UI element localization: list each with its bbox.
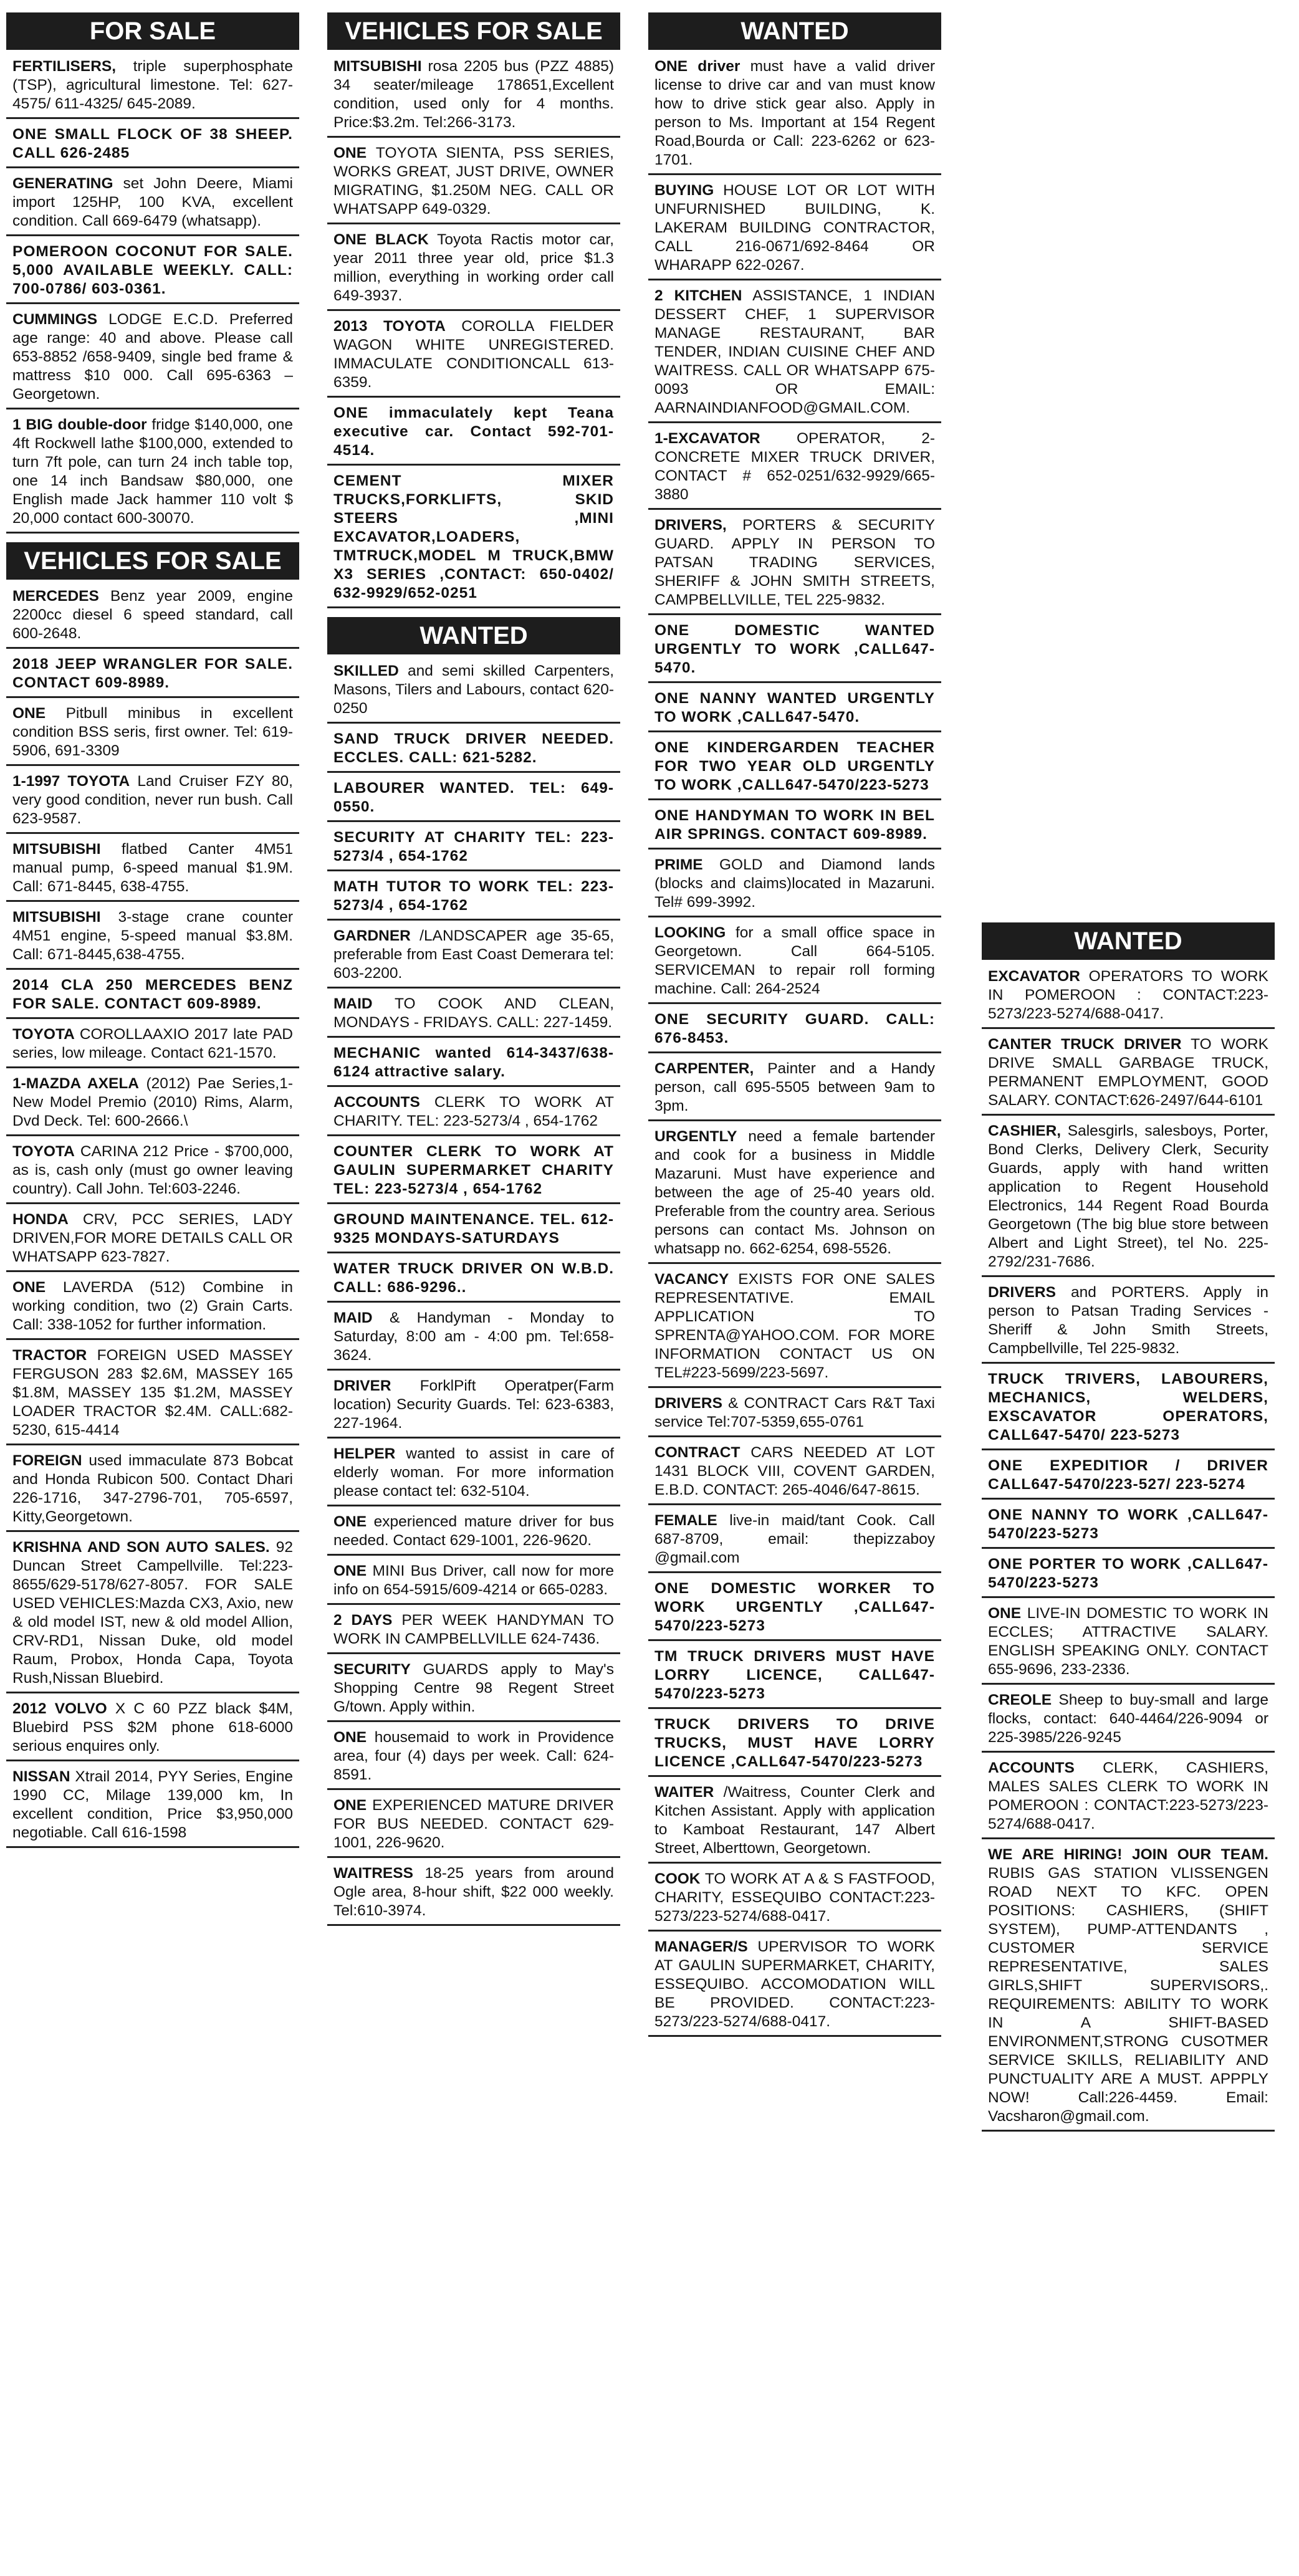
ad-text: /Waitress, Counter Clerk and Kitchen Assistant. Apply with application to Kamboat Restaurant, 147 Albert Street, Alberttown, Georgetown.	[654, 1784, 936, 1857]
classified-ad	[327, 1141, 620, 1204]
ad-text: fridge $140,000, one 4ft Rockwell lathe $100,000, extended to turn 7ft pole, can turn 24 inch table top, one 14 inch Bandsaw $80,000, one English made Jack hammer 110 volt $ 20,000 contact 600-30070.	[12, 416, 294, 527]
ad-text: 18-25 years from around Ogle area, 8-hour shift, $22 000 weekly. Tel:610-3974.	[333, 1865, 614, 1919]
classified-ad	[982, 1505, 1275, 1549]
ad-text: & CONTRACT Cars R&T Taxi service Tel:707-5359,655-0761	[654, 1395, 936, 1430]
classified-ad	[982, 1554, 1275, 1598]
vehicles-list-2	[327, 56, 620, 608]
classified-ad	[982, 1455, 1275, 1500]
ad-lead: DRIVERS,	[654, 517, 727, 534]
ad-text: CLERK, CASHIERS, MALES SALES CLERK TO WORK IN POMEROON : CONTACT:223-5273/223-5274/688-0417.	[988, 1760, 1268, 1832]
ad-lead: LABOURER WANTED. TEL: 649-0550.	[333, 780, 614, 815]
ad-text: GOLD and Diamond lands (blocks and claims)located in Mazaruni. Tel# 699-3992.	[654, 856, 935, 911]
ad-text: used immaculate 873 Bobcat and Honda Rubicon 500. Contact Dhari 226-1716, 347-2796-701, 705-6597, Kitty,Georgetown.	[12, 1452, 294, 1525]
ad-lead: ONE	[12, 705, 46, 722]
ad-lead: CONTRACT	[654, 1444, 741, 1461]
section-header-vehicles-for-sale: VEHICLES FOR SALE	[6, 542, 299, 580]
ad-lead: MECHANIC wanted 614-3437/638-6124 attractive salary.	[333, 1045, 614, 1080]
classified-ad	[327, 876, 620, 921]
ad-text: must have a valid driver license to drive car and van must know how to drive stick gear also. Apply in person to Ms. Important at 154 Regent Road,Bourda or Call: 223-6262 or 623-1701.	[654, 58, 935, 168]
column-1	[6, 12, 299, 1853]
column-3	[648, 12, 941, 2042]
classified-ad	[327, 729, 620, 773]
ad-lead: ONE immaculately kept Teana executive car. Contact 592-701-4514.	[333, 405, 614, 459]
classified-ad	[982, 1844, 1275, 2132]
ad-lead: MITSUBISHI	[12, 909, 101, 926]
ad-lead: DRIVERS	[988, 1284, 1056, 1301]
ad-text: PORTERS & SECURITY GUARD. APPLY IN PERSON TO PATSAN TRADING SERVICES, SHERIFF & JOHN SMITH STREETS, CAMPBELLVILLE, TEL 225-9832.	[654, 517, 935, 608]
classified-ad	[648, 620, 941, 683]
ad-lead: ONE EXPEDITIOR / DRIVER CALL647-5470/223-527/ 223-5274	[988, 1457, 1268, 1493]
ad-lead: ONE SECURITY GUARD. CALL: 676-8453.	[654, 1011, 935, 1046]
classified-ad	[6, 1209, 299, 1272]
ad-text: TO WORK DRIVE SMALL GARBAGE TRUCK, PERMANENT EMPLOYMENT, GOOD SALARY. CONTACT:626-2497/644-6101	[988, 1036, 1268, 1109]
ad-lead: WATER TRUCK DRIVER ON W.B.D. CALL: 686-9296..	[333, 1260, 614, 1296]
ad-lead: SAND TRUCK DRIVER NEEDED. ECCLES. CALL: 621-5282.	[333, 730, 614, 766]
classified-ad	[982, 1758, 1275, 1839]
classified-ad	[327, 661, 620, 724]
ad-text: wanted to assist in care of elderly woman. For more information please contact tel: 632-5104.	[333, 1445, 614, 1500]
ad-lead: KRISHNA AND SON AUTO SALES.	[12, 1539, 270, 1556]
classified-ad	[327, 778, 620, 822]
ad-lead: ONE driver	[654, 58, 741, 75]
ad-text: EXISTS FOR ONE SALES REPRESENTATIVE. EMAIL APPLICATION TO SPRENTA@YAHOO.COM. FOR MORE INFORMATION CONTACT US ON TEL#223-5699/223-5697.	[654, 1271, 936, 1381]
ad-text: and semi skilled Carpenters, Masons, Tilers and Labours, contact 620-0250	[333, 663, 614, 717]
ad-text: PER WEEK HANDYMAN TO WORK IN CAMPBELLVILLE 624-7436.	[333, 1612, 614, 1647]
ad-text: OPERATORS TO WORK IN POMEROON : CONTACT:223-5273/223-5274/688-0417.	[988, 968, 1268, 1022]
ad-text: housemaid to work in Providence area, four (4) days per week. Call: 624-8591.	[333, 1729, 614, 1783]
ad-text: COROLLA FIELDER WAGON WHITE UNREGISTERED. IMMACULATE CONDITIONCALL 613-6359.	[333, 318, 614, 391]
ad-lead: CUMMINGS	[12, 311, 98, 328]
classified-ad	[327, 827, 620, 871]
ad-lead: GROUND MAINTENANCE. TEL. 612-9325 MONDAYS-SATURDAYS	[333, 1211, 614, 1247]
classified-ad	[6, 309, 299, 409]
ad-text: CARS NEEDED AT LOT 1431 BLOCK VIII, COVENT GARDEN, E.B.D. CONTACT: 265-4046/647-8615.	[654, 1444, 936, 1498]
classified-ad	[6, 1073, 299, 1136]
ad-lead: FOREIGN	[12, 1452, 82, 1469]
ad-lead: COOK	[654, 1870, 701, 1887]
ad-lead: DRIVERS	[654, 1395, 722, 1412]
ad-lead: 1-EXCAVATOR	[654, 430, 760, 447]
ad-lead: CANTER TRUCK DRIVER	[988, 1036, 1182, 1053]
classified-ad	[327, 56, 620, 138]
ad-lead: TRUCK DRIVERS TO DRIVE TRUCKS, MUST HAVE LORRY LICENCE ,CALL647-5470/223-5273	[654, 1716, 935, 1770]
classified-ad	[327, 926, 620, 989]
ad-lead: 2012 VOLVO	[12, 1700, 107, 1717]
ad-lead: ONE DOMESTIC WANTED URGENTLY TO WORK ,CALL647-5470.	[654, 622, 935, 676]
classified-ad	[982, 1603, 1275, 1685]
ad-text: for a small office space in Georgetown. Call 664-5105. SERVICEMAN to repair roll forming machine. Call: 264-2524	[654, 924, 936, 997]
classified-ad	[648, 1578, 941, 1641]
ad-lead: ONE SMALL FLOCK OF 38 SHEEP. CALL 626-2485	[12, 126, 293, 161]
ad-lead: ACCOUNTS	[333, 1094, 420, 1111]
classified-ad	[648, 515, 941, 615]
ad-text: set John Deere, Miami import 125HP, 100 KVA, excellent condition. Call 669-6479 (whatsapp).	[12, 175, 293, 229]
classified-ad	[648, 1269, 941, 1388]
classified-ad	[327, 471, 620, 608]
classified-ad	[982, 1034, 1275, 1116]
ad-lead: MAID	[333, 1310, 373, 1326]
classified-ad	[327, 1043, 620, 1087]
column-4	[982, 922, 1275, 2137]
ad-lead: ONE	[12, 1279, 46, 1296]
classified-ad	[6, 975, 299, 1019]
ad-text: CRV, PCC SERIES, LADY DRIVEN,FOR MORE DETAILS CALL OR WHATSAPP 623-7827.	[12, 1211, 293, 1265]
classified-ad	[648, 1782, 941, 1864]
ad-lead: 2 DAYS	[333, 1612, 393, 1629]
ad-lead: LOOKING	[654, 924, 726, 941]
ad-lead: FERTILISERS,	[12, 58, 117, 75]
ad-lead: 1 BIG double-door	[12, 416, 147, 433]
classified-ad	[327, 1659, 620, 1722]
ad-lead: SECURITY	[333, 1661, 411, 1678]
ad-text: GUARDS apply to May's Shopping Centre 98 Regent Street G/town. Apply within.	[333, 1661, 614, 1715]
classified-ad	[327, 1092, 620, 1136]
ad-text: Painter and a Handy person, call 695-5505 between 9am to 3pm.	[654, 1060, 935, 1114]
ad-lead: WE ARE HIRING! JOIN OUR TEAM.	[988, 1846, 1268, 1863]
ad-lead: MANAGER/S	[654, 1938, 748, 1955]
classified-ad	[6, 1766, 299, 1848]
classified-ad	[648, 56, 941, 175]
ad-lead: TOYOTA	[12, 1143, 75, 1160]
classified-ad	[648, 1937, 941, 2037]
classified-ad	[6, 1698, 299, 1761]
ad-lead: GENERATING	[12, 175, 113, 192]
ad-lead: 2013 TOYOTA	[333, 318, 446, 335]
ad-lead: MATH TUTOR TO WORK TEL: 223-5273/4 , 654-1762	[333, 878, 614, 914]
ad-text: (2012) Pae Series,1- New Model Premio (2010) Rims, Alarm, Dvd Deck. Tel: 600-2666.\	[12, 1075, 294, 1129]
classified-ad	[6, 1141, 299, 1204]
classified-ad	[327, 1308, 620, 1371]
ad-lead: TM TRUCK DRIVERS MUST HAVE LORRY LICENCE, CALL647-5470/223-5273	[654, 1648, 935, 1702]
classified-ad	[6, 907, 299, 970]
ad-lead: DRIVER	[333, 1377, 391, 1394]
ad-lead: CARPENTER,	[654, 1060, 754, 1077]
ad-text: 92 Duncan Street Campellville. Tel:223-8655/629-5178/627-8057. FOR SALE USED VEHICLES:Mazda CX3, Axio, new & old model IST, new & old model Allion, CRV-RD1, Nissan Duke, old model Raum, Probox, Honda Capa, Toyota Rush,Nissan Bluebird.	[12, 1539, 293, 1687]
ad-lead: ONE	[333, 1513, 367, 1530]
classified-ad	[327, 229, 620, 311]
ad-lead: TRUCK TRIVERS, LABOURERS, MECHANICS, WELDERS, EXSCAVATOR OPERATORS, CALL647-5470/ 223-5273	[988, 1371, 1268, 1444]
classified-ad	[982, 1282, 1275, 1364]
section-header-wanted-4: WANTED	[982, 922, 1275, 960]
ad-lead: CEMENT MIXER TRUCKS,FORKLIFTS, SKID STEERS ,MINI EXCAVATOR,LOADERS, TMTRUCK,MODEL M TRUCK,BMW X3 SERIES ,CONTACT: 650-0402/ 632-9929/652-0251	[333, 472, 614, 601]
classified-ad	[648, 285, 941, 423]
vehicles-list	[6, 586, 299, 1848]
ad-lead: ONE HANDYMAN TO WORK IN BEL AIR SPRINGS. CONTACT 609-8989.	[654, 807, 935, 843]
classified-ad	[6, 1537, 299, 1693]
ad-text: LODGE E.C.D. Preferred age range: 40 and above. Please call 653-8852 /658-9409, single bed frame & mattress $10 000. Call 695-6363 – Georgetown.	[12, 311, 293, 403]
classified-ad	[327, 994, 620, 1038]
ad-text: RUBIS GAS STATION VLISSENGEN ROAD NEXT TO KFC. OPEN POSITIONS: CASHIERS, (SHIFT SYSTEM), PUMP-ATTENDANTS , CUSTOMER SERVICE REPRESENTATIVE, SALES GIRLS,SHIFT SUPERVISORS,. REQUIREMENTS: ABILITY TO WORK IN A SHIFT-BASED ENVIRONMENT,STRONG CUSOTMER SERVICE SKILLS, RELIABILITY AND PUNCTUALITY ARE A MUST. APPPLY NOW! Call:226-4459. Email: Vacsharon@gmail.com.	[988, 1865, 1268, 2125]
ad-lead: ONE KINDERGARDEN TEACHER FOR TWO YEAR OLD URGENTLY TO WORK ,CALL647-5470/223-5273	[654, 739, 935, 793]
ad-text: FOREIGN USED MASSEY FERGUSON 283 $2.6M, MASSEY 165 $1.8M, MASSEY 135 $1.2M, MASSEY LOADER TRACTOR $2.4M. CALL:682-5230, 615-4414	[12, 1347, 293, 1439]
classified-ad	[327, 1610, 620, 1654]
ad-lead: FEMALE	[654, 1512, 717, 1529]
classified-ad	[327, 1863, 620, 1926]
ad-text: triple superphosphate (TSP), agricultural limestone. Tel: 627-4575/ 611-4325/ 645-2089.	[12, 58, 293, 112]
classified-ad	[327, 1795, 620, 1858]
classified-ad	[327, 1258, 620, 1303]
ad-text: LAVERDA (512) Combine in working condition, two (2) Grain Carts. Call: 338-1052 for further information.	[12, 1279, 293, 1333]
ad-lead: ONE DOMESTIC WORKER TO WORK URGENTLY ,CALL647-5470/223-5273	[654, 1580, 935, 1634]
ad-lead: TRACTOR	[12, 1347, 87, 1364]
ad-lead: CASHIER,	[988, 1123, 1062, 1139]
ad-lead: NISSAN	[12, 1768, 70, 1785]
ad-lead: ONE	[333, 1797, 367, 1814]
ad-lead: 1-MAZDA AXELA	[12, 1075, 139, 1092]
classified-ad	[6, 703, 299, 766]
wanted-list-2	[327, 661, 620, 1926]
ad-lead: ACCOUNTS	[988, 1760, 1075, 1776]
ad-lead: SECURITY AT CHARITY TEL: 223-5273/4 , 654-1762	[333, 829, 614, 864]
ad-text: 3-stage crane counter 4M51 engine, 5-speed manual $3.8M. Call: 671-8445,638-4755.	[12, 909, 293, 963]
ad-lead: ONE	[988, 1605, 1022, 1622]
classified-ad	[648, 1869, 941, 1932]
for-sale-list	[6, 56, 299, 534]
ad-lead: MITSUBISHI	[12, 841, 101, 858]
classified-ad	[6, 839, 299, 902]
ad-text: & Handyman - Monday to Saturday, 8:00 am - 4:00 pm. Tel:658-3624.	[333, 1310, 614, 1364]
ad-lead: ONE	[333, 145, 367, 161]
classified-ad	[648, 1009, 941, 1053]
ad-text: and PORTERS. Apply in person to Patsan Trading Services - Sheriff & John Smith Streets, Campbellville, Tel 225-9832.	[988, 1284, 1268, 1357]
ad-text: live-in maid/tant Cook. Call 687-8709, email: thepizzaboy @gmail.com	[654, 1512, 935, 1566]
ad-lead: ONE	[333, 1563, 367, 1579]
ad-text: ASSISTANCE, 1 INDIAN DESSERT CHEF, 1 SUPERVISOR MANAGE RESTAURANT, BAR TENDER, INDIAN CUISINE CHEF AND WAITRESS. CALL OR WHATSAPP 675-0093 OR EMAIL: AARNAINDIANFOOD@GMAIL.COM.	[654, 287, 935, 416]
ad-text: Toyota Ractis motor car, year 2011 three year old, price $1.3 million, everything in working order call 649-3937.	[333, 231, 614, 304]
ad-lead: WAITER	[654, 1784, 714, 1801]
ad-lead: ONE PORTER TO WORK ,CALL647-5470/223-5273	[988, 1556, 1268, 1591]
ad-text: TO WORK AT A & S FASTFOOD, CHARITY, ESSEQUIBO CONTACT:223-5273/223-5274/688-0417.	[654, 1870, 935, 1925]
ad-text: experienced mature driver for bus needed. Contact 629-1001, 226-9620.	[333, 1513, 614, 1549]
ad-lead: ONE	[333, 1729, 367, 1746]
classified-ad	[6, 586, 299, 649]
ad-text: UPERVISOR TO WORK AT GAULIN SUPERMARKET, CHARITY, ESSEQUIBO. ACCOMODATION WILL BE PROVIDED. CONTACT:223-5273/223-5274/688-0417.	[654, 1938, 935, 2030]
ad-text: TO COOK AND CLEAN, MONDAYS - FRIDAYS. CALL: 227-1459.	[333, 995, 614, 1031]
classified-ad	[6, 771, 299, 834]
classified-ad	[327, 1209, 620, 1253]
classified-ad	[982, 1121, 1275, 1277]
ad-text: flatbed Canter 4M51 manual pump, 6-speed manual $1.9M. Call: 671-8445, 638-4755.	[12, 841, 294, 895]
classified-ad	[327, 403, 620, 466]
classified-ad	[327, 1511, 620, 1556]
ad-lead: POMEROON COCONUT FOR SALE. 5,000 AVAILABLE WEEKLY. CALL: 700-0786/ 603-0361.	[12, 243, 293, 297]
classified-ad	[648, 428, 941, 510]
classified-ad	[6, 173, 299, 236]
ad-lead: HONDA	[12, 1211, 69, 1228]
classified-ad	[327, 1444, 620, 1506]
classified-ad	[6, 1345, 299, 1445]
classified-ad	[648, 1510, 941, 1573]
ad-text: Sheep to buy-small and large flocks, contact: 640-4464/226-9094 or 225-3985/226-9245	[988, 1692, 1268, 1746]
ad-text: CARINA 212 Price - $700,000, as is, cash only (must go owner leaving country). Call John. Tel:603-2246.	[12, 1143, 294, 1197]
ad-lead: 1-1997 TOYOTA	[12, 773, 130, 790]
classified-ad	[6, 1277, 299, 1340]
section-header-for-sale: FOR SALE	[6, 12, 299, 50]
section-header-vehicles-for-sale-2: VEHICLES FOR SALE	[327, 12, 620, 50]
ad-lead: EXCAVATOR	[988, 968, 1080, 985]
section-header-wanted-2: WANTED	[327, 617, 620, 654]
ad-text: TOYOTA SIENTA, PSS SERIES, WORKS GREAT, JUST DRIVE, OWNER MIGRATING, $1.250M NEG. CALL OR WHATSAPP 649-0329.	[333, 145, 614, 218]
ad-text: LIVE-IN DOMESTIC TO WORK IN ECCLES; ATTRACTIVE SALARY. ENGLISH SPEAKING ONLY. CONTACT 655-9696, 233-2336.	[988, 1605, 1268, 1678]
ad-text: Land Cruiser FZY 80, very good condition, never run bush. Call 623-9587.	[12, 773, 293, 827]
ad-lead: TOYOTA	[12, 1026, 75, 1043]
classified-ad	[6, 414, 299, 534]
classified-ad	[982, 1369, 1275, 1450]
classified-ad	[648, 1393, 941, 1437]
wanted-list-4	[982, 966, 1275, 2132]
section-header-wanted-3: WANTED	[648, 12, 941, 50]
ad-text: need a female bartender and cook for a business in Middle Mazaruni. Must have experience and between the age of 25-40 years old. Preferable from the country area. Serious persons can contact Ms. Johnson on whatsapp no. 662-6254, 698-5526.	[654, 1128, 935, 1257]
ad-lead: MAID	[333, 995, 373, 1012]
ad-lead: MERCEDES	[12, 588, 99, 605]
classified-ad	[327, 316, 620, 398]
classified-ad	[648, 180, 941, 280]
ad-lead: 2 KITCHEN	[654, 287, 742, 304]
ad-lead: ONE BLACK	[333, 231, 429, 248]
classified-ad	[648, 922, 941, 1004]
classified-ad	[648, 805, 941, 850]
column-2	[327, 12, 620, 1931]
ad-text: /LANDSCAPER age 35-65, preferable from East Coast Demerara tel: 603-2200.	[333, 927, 615, 982]
ad-lead: SKILLED	[333, 663, 399, 679]
classified-ad	[648, 1058, 941, 1121]
ad-text: OPERATOR, 2- CONCRETE MIXER TRUCK DRIVER, CONTACT # 652-0251/632-9929/665-3880	[654, 430, 935, 503]
classified-ad	[648, 1442, 941, 1505]
ad-lead: ONE NANNY WANTED URGENTLY TO WORK ,CALL647-5470.	[654, 690, 935, 725]
ad-text: HOUSE LOT OR LOT WITH UNFURNISHED BUILDING, K. LAKERAM BUILDING CONTRACTOR, CALL 216-0671/692-8464 OR WHARAPP 622-0267.	[654, 182, 935, 274]
ad-text: CLERK TO WORK AT CHARITY. TEL: 223-5273/4 , 654-1762	[333, 1094, 614, 1129]
ad-text: Pitbull minibus in excellent condition BSS seris, first owner. Tel: 619-5906, 691-3309	[12, 705, 293, 759]
wanted-list-3	[648, 56, 941, 2037]
classified-ad	[648, 1714, 941, 1777]
ad-lead: COUNTER CLERK TO WORK AT GAULIN SUPERMARKET CHARITY TEL: 223-5273/4 , 654-1762	[333, 1143, 614, 1197]
ad-lead: HELPER	[333, 1445, 396, 1462]
classified-ad	[6, 1450, 299, 1532]
classified-ad	[6, 241, 299, 304]
classified-ad	[648, 1646, 941, 1709]
classified-ad	[648, 855, 941, 917]
ad-lead: 2014 CLA 250 MERCEDES BENZ FOR SALE. CONTACT 609-8989.	[12, 977, 293, 1012]
ad-text: Xtrail 2014, PYY Series, Engine 1990 CC, Milage 139,000 km, In excellent condition, Price $3,950,000 negotiable. Call 616-1598	[12, 1768, 293, 1841]
ad-lead: CREOLE	[988, 1692, 1052, 1708]
classified-ad	[6, 56, 299, 119]
classified-ad	[6, 1024, 299, 1068]
classified-ad	[327, 1561, 620, 1605]
classified-ad	[6, 654, 299, 698]
classified-ad	[648, 737, 941, 800]
classified-ad	[327, 1376, 620, 1439]
classified-ad	[648, 1126, 941, 1264]
ad-lead: VACANCY	[654, 1271, 729, 1288]
classified-ad	[327, 1727, 620, 1790]
ad-text: ForklPift Operatper(Farm location) Security Guards. Tel: 623-6383, 227-1964.	[333, 1377, 615, 1432]
ad-lead: ONE NANNY TO WORK ,CALL647-5470/223-5273	[988, 1506, 1268, 1542]
classified-ad	[327, 143, 620, 224]
ad-lead: WAITRESS	[333, 1865, 413, 1882]
ad-lead: BUYING	[654, 182, 714, 199]
ad-text: COROLLAAXIO 2017 late PAD series, low mileage. Contact 621-1570.	[12, 1026, 294, 1061]
ad-text: EXPERIENCED MATURE DRIVER FOR BUS NEEDED. CONTACT 629-1001, 226-9620.	[333, 1797, 614, 1851]
ad-lead: PRIME	[654, 856, 703, 873]
classified-ad	[982, 966, 1275, 1029]
ad-lead: URGENTLY	[654, 1128, 737, 1145]
ad-text: MINI Bus Driver, call now for more info on 654-5915/609-4214 or 665-0283.	[333, 1563, 614, 1598]
ad-text: Benz year 2009, engine 2200cc diesel 6 speed standard, call 600-2648.	[12, 588, 293, 642]
ad-lead: 2018 JEEP WRANGLER FOR SALE. CONTACT 609-8989.	[12, 656, 293, 691]
ad-text: X C 60 PZZ black $4M, Bluebird PSS $2M phone 618-6000 serious enquires only.	[12, 1700, 293, 1755]
ad-text: rosa 2205 bus (PZZ 4885) 34 seater/mileage 178651,Excellent condition, used only for 4 months. Price:$3.2m. Tel:266-3173.	[333, 58, 614, 131]
ad-lead: MITSUBISHI	[333, 58, 422, 75]
classified-ad	[6, 124, 299, 168]
ad-text: Salesgirls, salesboys, Porter, Bond Clerks, Delivery Clerk, Security Guards, apply with hand written application to Regent Household Electronics, 144 Regent Road Bourda Georgetown (The big blue store between Albert and Light Street), tel No. 225-2792/231-7686.	[988, 1123, 1268, 1270]
ad-lead: GARDNER	[333, 927, 411, 944]
classified-ad	[982, 1690, 1275, 1753]
classified-ad	[648, 688, 941, 732]
